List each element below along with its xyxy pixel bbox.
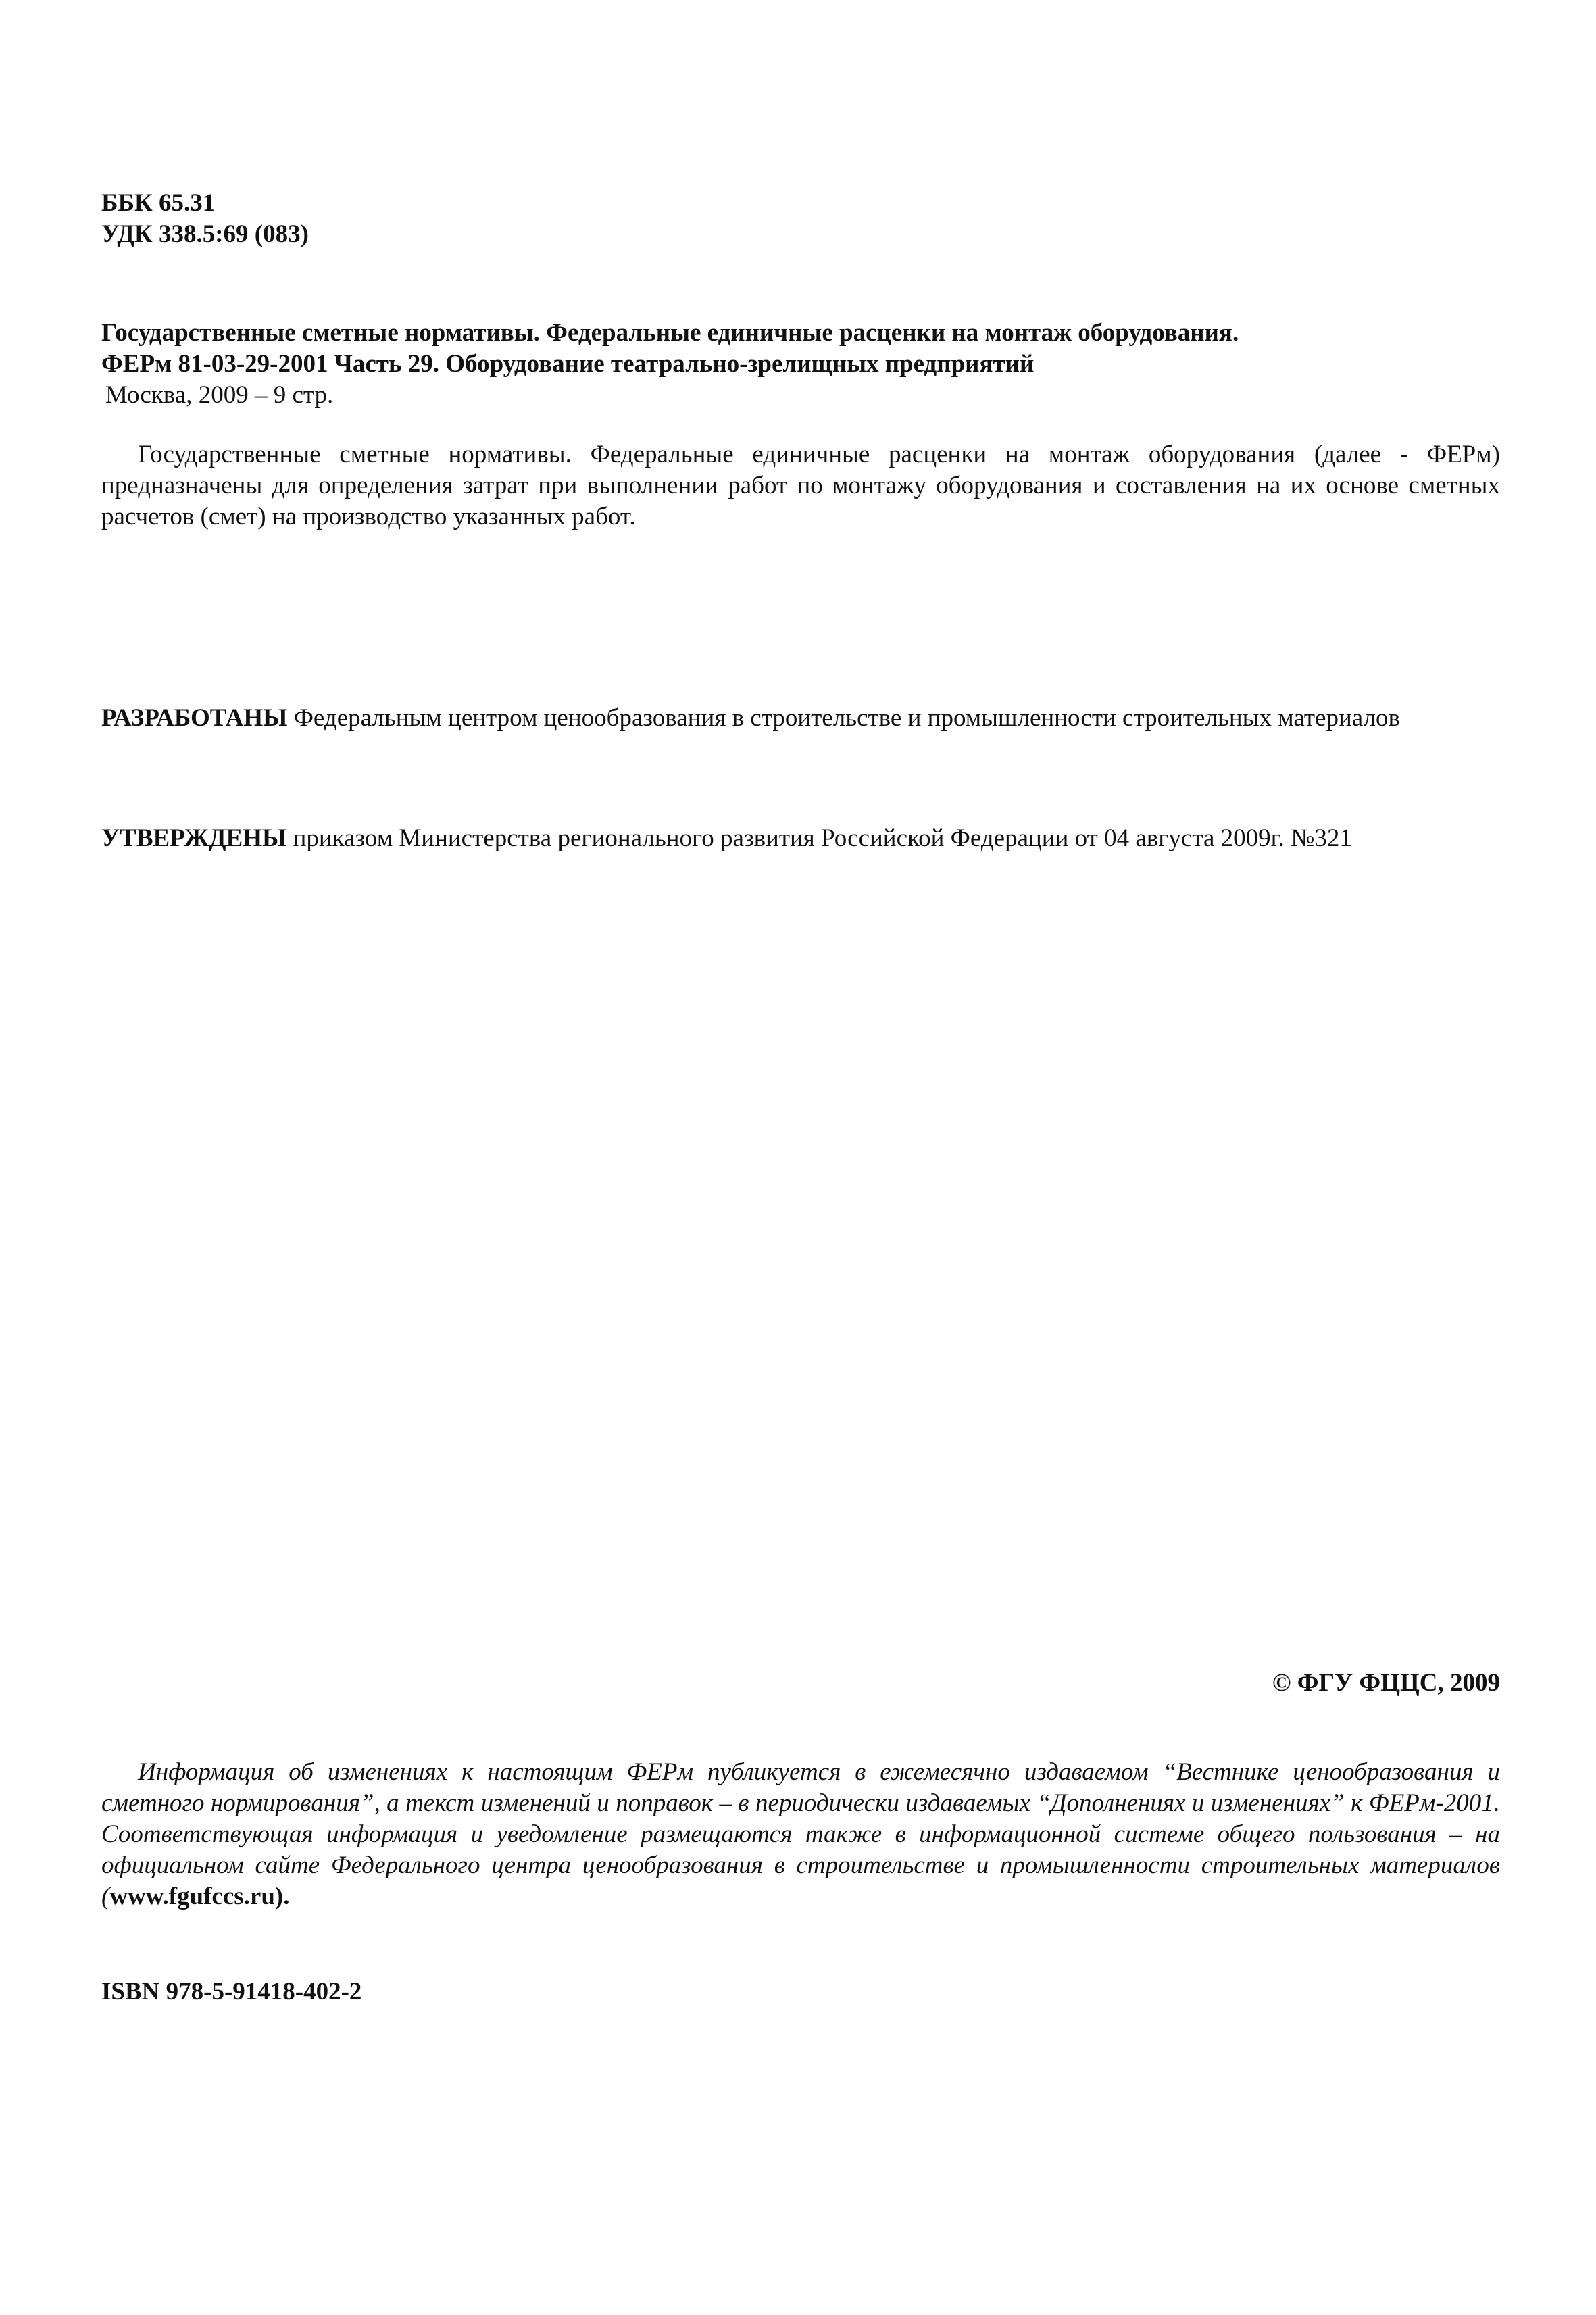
- approved-by-paragraph: [101, 823, 1500, 854]
- changes-info-paragraph: [101, 1757, 1500, 1912]
- changes-info-text: Информация об изменениях к настоящим ФЕРм публикуется в ежемесячно издаваемом “Вестнике ценообразования и сметного нормирования”, а текст изменений и поправок – в периодически издаваемых “Дополнениях и изменениях” к ФЕРм-2001. Соответствующая информация и уведомление размещаются также в информационной системе общего пользования – на официальном сайте Федерального центра ценообразования в строительстве и промышленности строительных материалов (: [101, 1758, 1500, 1910]
- developed-text: Федеральным центром ценообразования в строительстве и промышленности строительных материалов: [287, 704, 1400, 732]
- document-title-line-1: Государственные сметные нормативы. Федеральные единичные расценки на монтаж оборудования.: [101, 319, 1239, 347]
- isbn: ISBN 978-5-91418-402-2: [101, 1978, 362, 2006]
- developed-label: РАЗРАБОТАНЫ: [101, 704, 288, 732]
- publication-info: Москва, 2009 – 9 стр.: [105, 381, 334, 409]
- classification-codes: [101, 188, 1500, 250]
- developed-by-paragraph: [101, 703, 1500, 734]
- website-link[interactable]: www.fgufccs.ru: [109, 1883, 275, 1910]
- copyright-notice: © ФГУ ФЦЦС, 2009: [1272, 1669, 1500, 1697]
- document-title-line-2: ФЕРм 81-03-29-2001 Часть 29. Оборудование театрально-зрелищных предприятий: [101, 350, 1034, 378]
- changes-info-tail: ).: [274, 1883, 290, 1910]
- abstract-paragraph: Государственные сметные нормативы. Федеральные единичные расценки на монтаж оборудования (далее - ФЕРм) предназначены для определения затрат при выполнении работ по монтажу оборудования и составления на их основе сметных расчетов (смет) на производство указанных работ.: [101, 441, 1500, 530]
- approved-label: УТВЕРЖДЕНЫ: [101, 824, 287, 852]
- udk-code: УДК 338.5:69 (083): [101, 220, 309, 248]
- title-block: [101, 318, 1500, 411]
- approved-text: приказом Министерства регионального развития Российской Федерации от 04 августа 2009г. №321: [286, 824, 1352, 852]
- bbk-code: ББК 65.31: [101, 189, 216, 217]
